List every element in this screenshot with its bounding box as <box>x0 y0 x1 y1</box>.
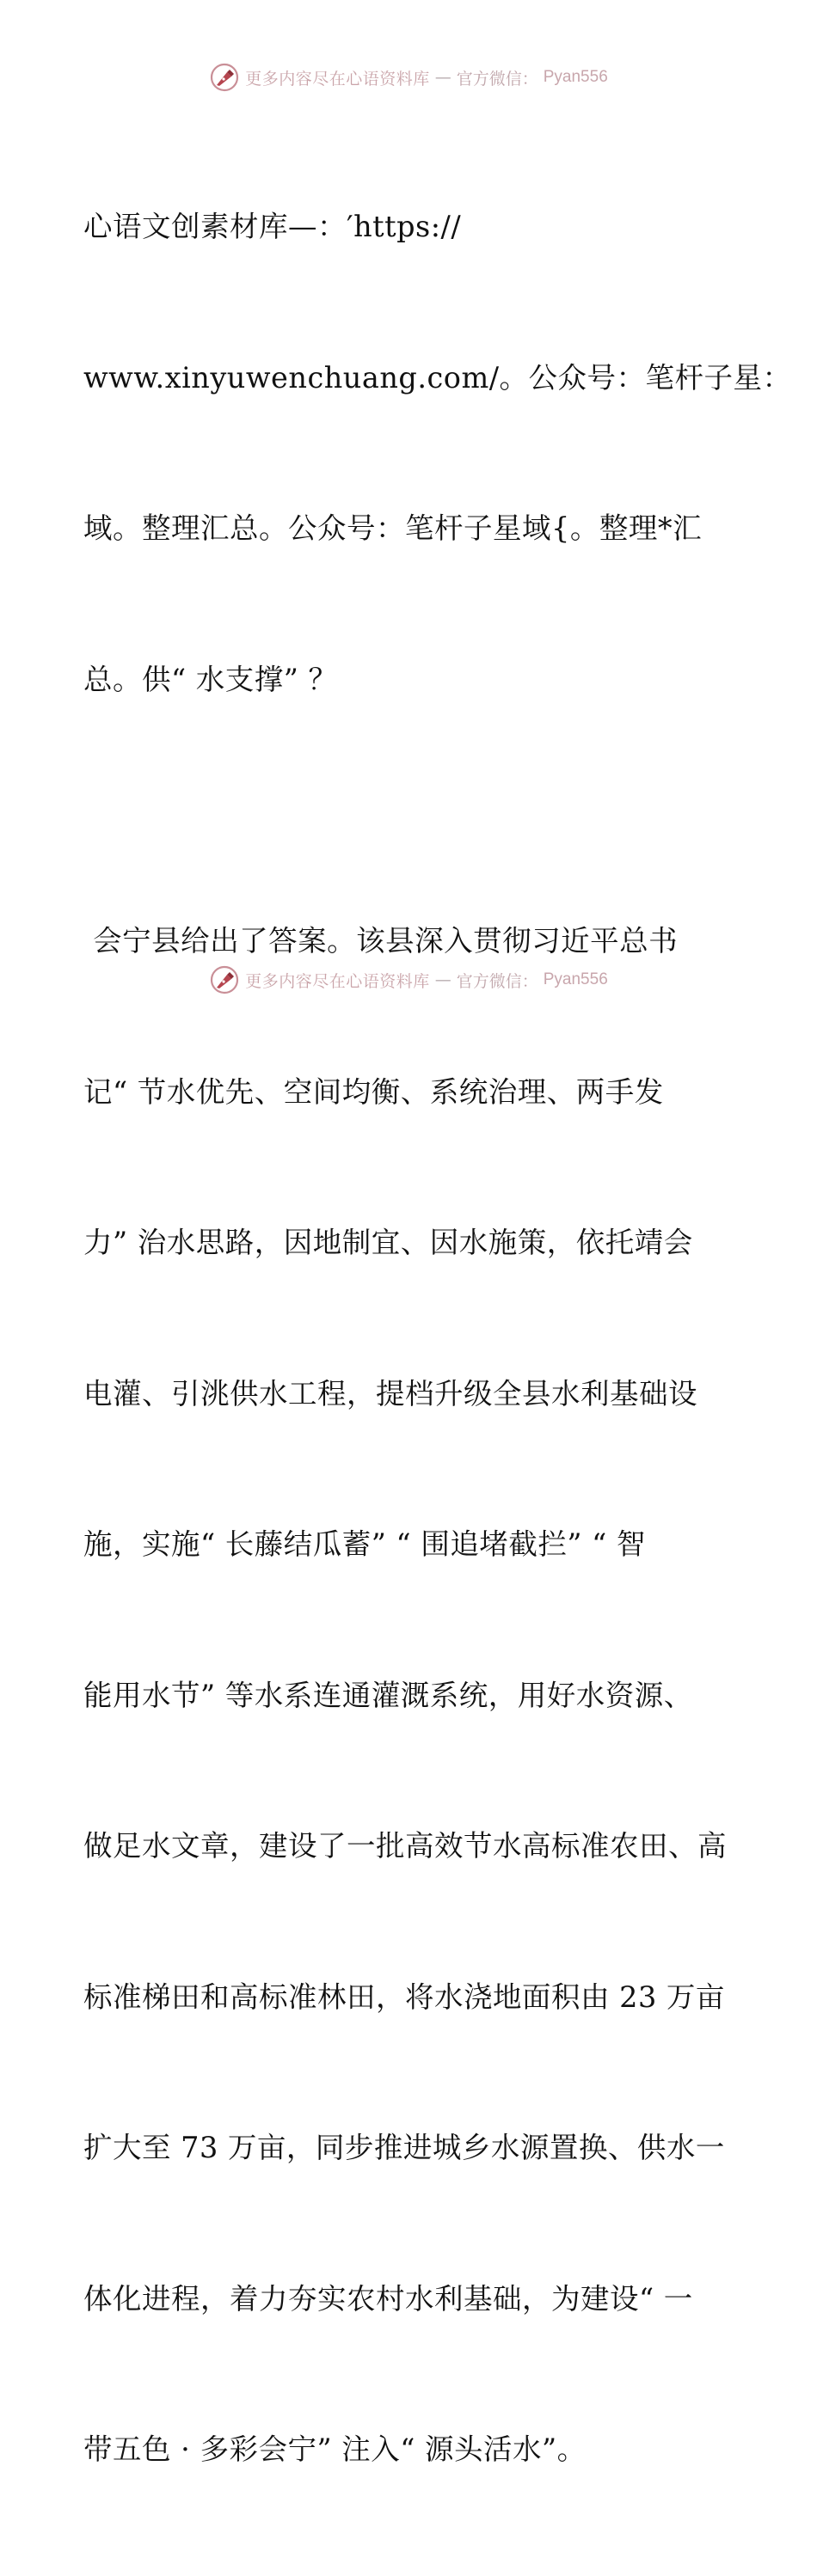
pen-nib-circle-icon <box>209 964 240 995</box>
text-line: 总。供“ 水支撑” ？ <box>83 662 338 696</box>
paragraph-2 <box>83 816 737 2576</box>
text-line: 能用水节” 等水系连通灌溉系统，用好水资源、 <box>83 1678 693 1712</box>
text-line: 电灌、引洮供水工程，提档升级全县水利基础设 <box>83 1376 697 1410</box>
pen-nib-circle-icon <box>209 62 240 93</box>
text-line: 施，实施“ 长藤结瓜蓄” “ 围追堵截拦” “ 智 <box>83 1527 646 1561</box>
text-line: 域。整理汇总。公众号：笔杆子星域{。整理*汇 <box>83 511 703 545</box>
text-line: 做足水文章，建设了一批高效节水高标准农田、高 <box>83 1829 727 1863</box>
banner-wechat-label: 官方微信： <box>456 971 538 991</box>
banner-wechat-id: Pyan556 <box>543 68 608 86</box>
banner-separator: — <box>434 970 452 989</box>
text-line: 心语文创素材库—：′https:// <box>83 210 462 243</box>
text-line: 扩大至 73 万亩，同步推进城乡水源置换、供水一 <box>83 2131 725 2164</box>
banner-wechat-label: 官方微信： <box>456 69 538 89</box>
text-line: www.xinyuwenchuang.com/。公众号：笔杆子星： <box>83 360 792 395</box>
banner-main-text: 更多内容尽在心语资料库 <box>245 971 430 991</box>
paragraph-1 <box>83 101 792 805</box>
text-line: 体化进程，着力夯实农村水利基础，为建设“ 一 <box>83 2281 693 2316</box>
text-line: 标准梯田和高标准林田，将水浇地面积由 23 万亩 <box>83 1979 725 2014</box>
banner-separator: — <box>434 68 452 87</box>
banner-main-text: 更多内容尽在心语资料库 <box>245 69 430 89</box>
document-body <box>83 101 792 2576</box>
text-line: 会宁县给出了答案。该县深入贯彻习近平总书 <box>83 924 679 958</box>
banner-wechat-id: Pyan556 <box>543 970 608 988</box>
header-watermark-banner <box>0 60 817 95</box>
text-line: 记“ 节水优先、空间均衡、系统治理、两手发 <box>83 1074 664 1109</box>
footer-watermark-banner <box>0 963 817 997</box>
text-line: 力” 治水思路，因地制宜、因水施策，依托靖会 <box>83 1226 693 1259</box>
text-line: 带五色 · 多彩会宁” 注入“ 源头活水”。 <box>83 2432 587 2466</box>
